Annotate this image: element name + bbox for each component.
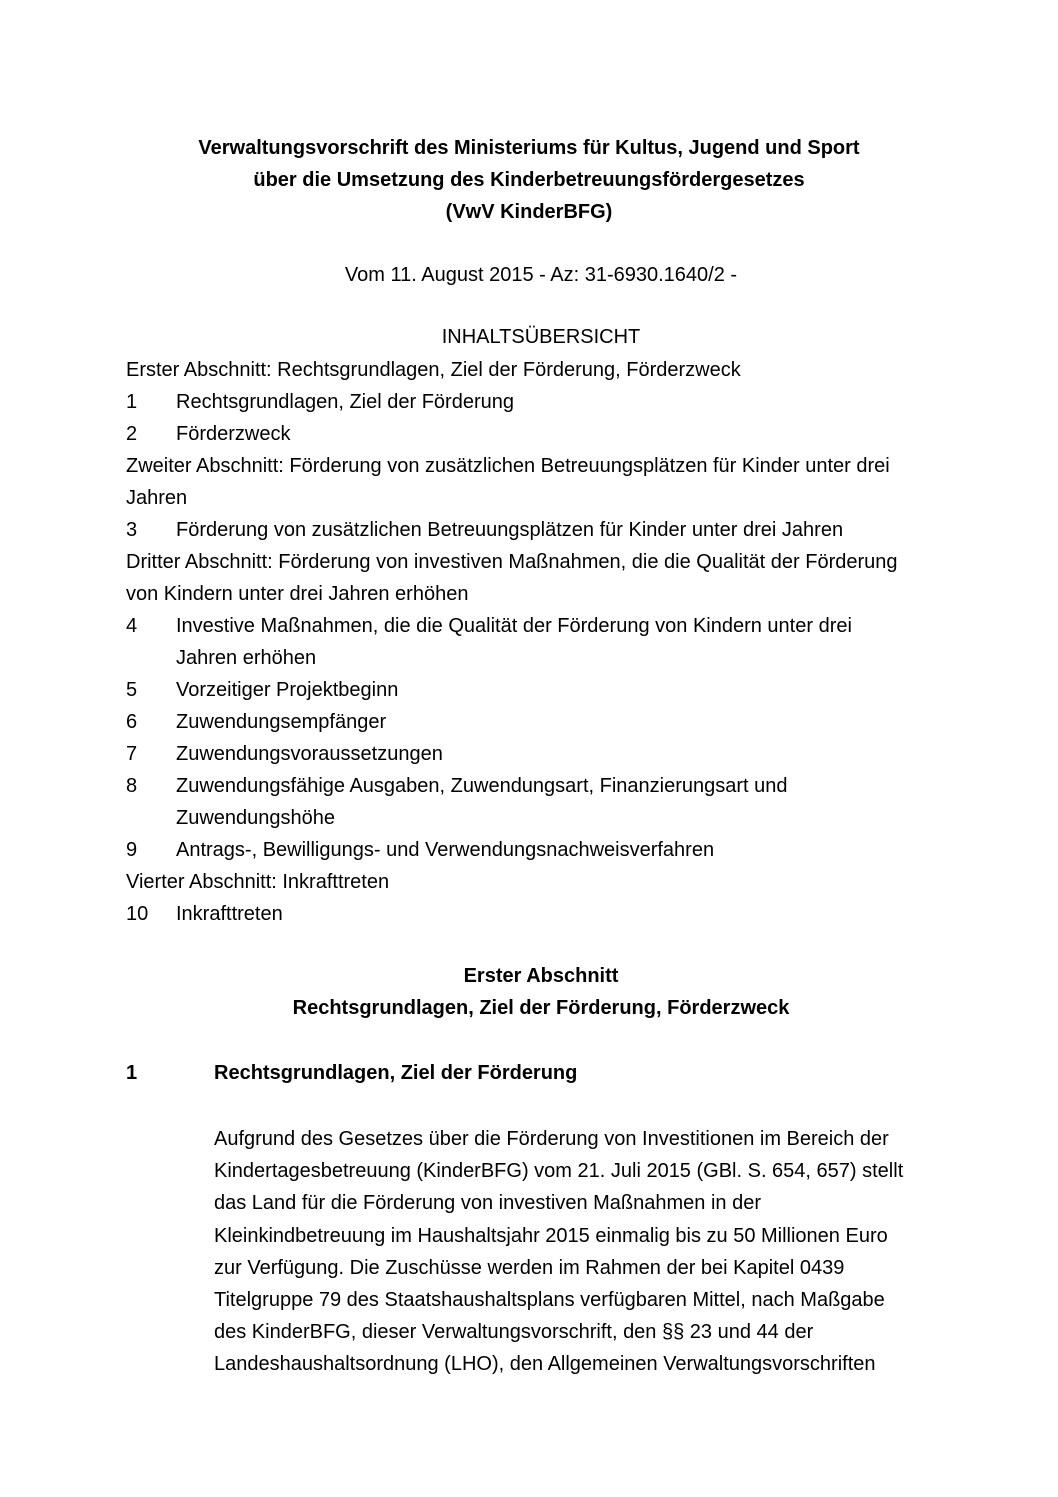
toc-item-4 (126, 610, 1026, 674)
toc-item-text: Vorzeitiger Projektbeginn (176, 679, 399, 701)
toc-item-7 (126, 738, 1026, 770)
toc-section-1: Erster Abschnitt: Rechtsgrundlagen, Ziel der Förderung, Förderzweck (126, 359, 741, 381)
section-heading-line-1: Erster Abschnitt (463, 965, 619, 987)
toc-section-2-line-2: Jahren (126, 487, 188, 509)
body-line: zur Verfügung. Die Zuschüsse werden im Rahmen der bei Kapitel 0439 (214, 1256, 845, 1279)
toc-item-number: 5 (126, 679, 138, 701)
body-line: Aufgrund des Gesetzes über die Förderung von Investitionen im Bereich der (214, 1128, 889, 1150)
toc-item-number: 8 (126, 775, 138, 797)
toc-item-number: 2 (126, 423, 138, 445)
toc-item-text-line-1: Zuwendungsfähige Ausgaben, Zuwendungsart, Finanzierungsart und (176, 775, 788, 797)
toc-item-text-line-2: Jahren erhöhen (176, 647, 317, 669)
toc-item-text: Inkrafttreten (176, 903, 283, 925)
toc-item-text: Zuwendungsempfänger (176, 711, 387, 733)
toc-item-number: 10 (126, 903, 149, 925)
toc-section-3-line-2: von Kindern unter drei Jahren erhöhen (126, 583, 469, 605)
body-line: das Land für die Förderung von investiven Maßnahmen in der (214, 1192, 761, 1215)
title-line-3: (VwV KinderBFG) (445, 201, 613, 223)
toc-item-text: Rechtsgrundlagen, Ziel der Förderung (176, 391, 514, 413)
toc-item-number: 3 (126, 519, 138, 541)
body-line: Landeshaushaltsordnung (LHO), den Allgemeinen Verwaltungsvorschriften (214, 1353, 876, 1376)
toc-section-4: Vierter Abschnitt: Inkrafttreten (126, 871, 390, 893)
toc-item-1 (126, 386, 1026, 418)
toc-item-text-line-2: Zuwendungshöhe (176, 807, 336, 829)
body-line: Titelgruppe 79 des Staatshaushaltsplans verfügbaren Mittel, nach Maßgabe (214, 1289, 885, 1312)
toc-item-text: Antrags-, Bewilligungs- und Verwendungsnachweisverfahren (176, 839, 715, 861)
toc-item-number: 1 (126, 391, 138, 413)
title-line-1: Verwaltungsvorschrift des Ministeriums für Kultus, Jugend und Sport (198, 137, 860, 159)
title-line-2: über die Umsetzung des Kinderbetreuungsfördergesetzes (253, 169, 805, 191)
paragraph-title: Rechtsgrundlagen, Ziel der Förderung (214, 1062, 578, 1084)
toc-item-text-line-1: Investive Maßnahmen, die die Qualität der Förderung von Kindern unter drei (176, 615, 852, 637)
toc-item-text: Förderung von zusätzlichen Betreuungsplätzen für Kinder unter drei Jahren (176, 519, 844, 541)
toc-item-text: Zuwendungsvoraussetzungen (176, 743, 443, 765)
paragraph-number: 1 (126, 1062, 138, 1084)
toc-item-9 (126, 834, 1026, 866)
toc-item-10 (126, 898, 1026, 930)
toc-item-number: 7 (126, 743, 138, 765)
body-line: Kindertagesbetreuung (KinderBFG) vom 21. Juli 2015 (GBl. S. 654, 657) stellt (214, 1160, 904, 1183)
toc-item-number: 6 (126, 711, 138, 733)
toc-section-3-line-1: Dritter Abschnitt: Förderung von investiven Maßnahmen, die die Qualität der Förderung (126, 551, 898, 573)
toc-heading: INHALTSÜBERSICHT (441, 326, 641, 348)
body-line: Kleinkindbetreuung im Haushaltsjahr 2015 einmalig bis zu 50 Millionen Euro (214, 1224, 888, 1247)
toc-section-2-line-1: Zweiter Abschnitt: Förderung von zusätzlichen Betreuungsplätzen für Kinder unter drei (126, 455, 890, 477)
document-title (0, 132, 1058, 228)
toc-item-3 (126, 514, 1026, 546)
toc-item-8 (126, 770, 1026, 834)
toc-item-number: 4 (126, 615, 138, 637)
dateline: Vom 11. August 2015 - Az: 31-6930.1640/2 - (344, 264, 738, 286)
toc-item-2 (126, 418, 1026, 450)
section-heading-line-2: Rechtsgrundlagen, Ziel der Förderung, Förderzweck (292, 997, 790, 1019)
toc-item-6 (126, 706, 1026, 738)
toc-item-5 (126, 674, 1026, 706)
toc-item-text: Förderzweck (176, 423, 291, 445)
section-heading (0, 960, 1058, 1024)
toc-item-number: 9 (126, 839, 138, 861)
paragraph-body (214, 1123, 954, 1381)
body-line: des KinderBFG, dieser Verwaltungsvorschrift, den §§ 23 und 44 der (214, 1321, 814, 1344)
